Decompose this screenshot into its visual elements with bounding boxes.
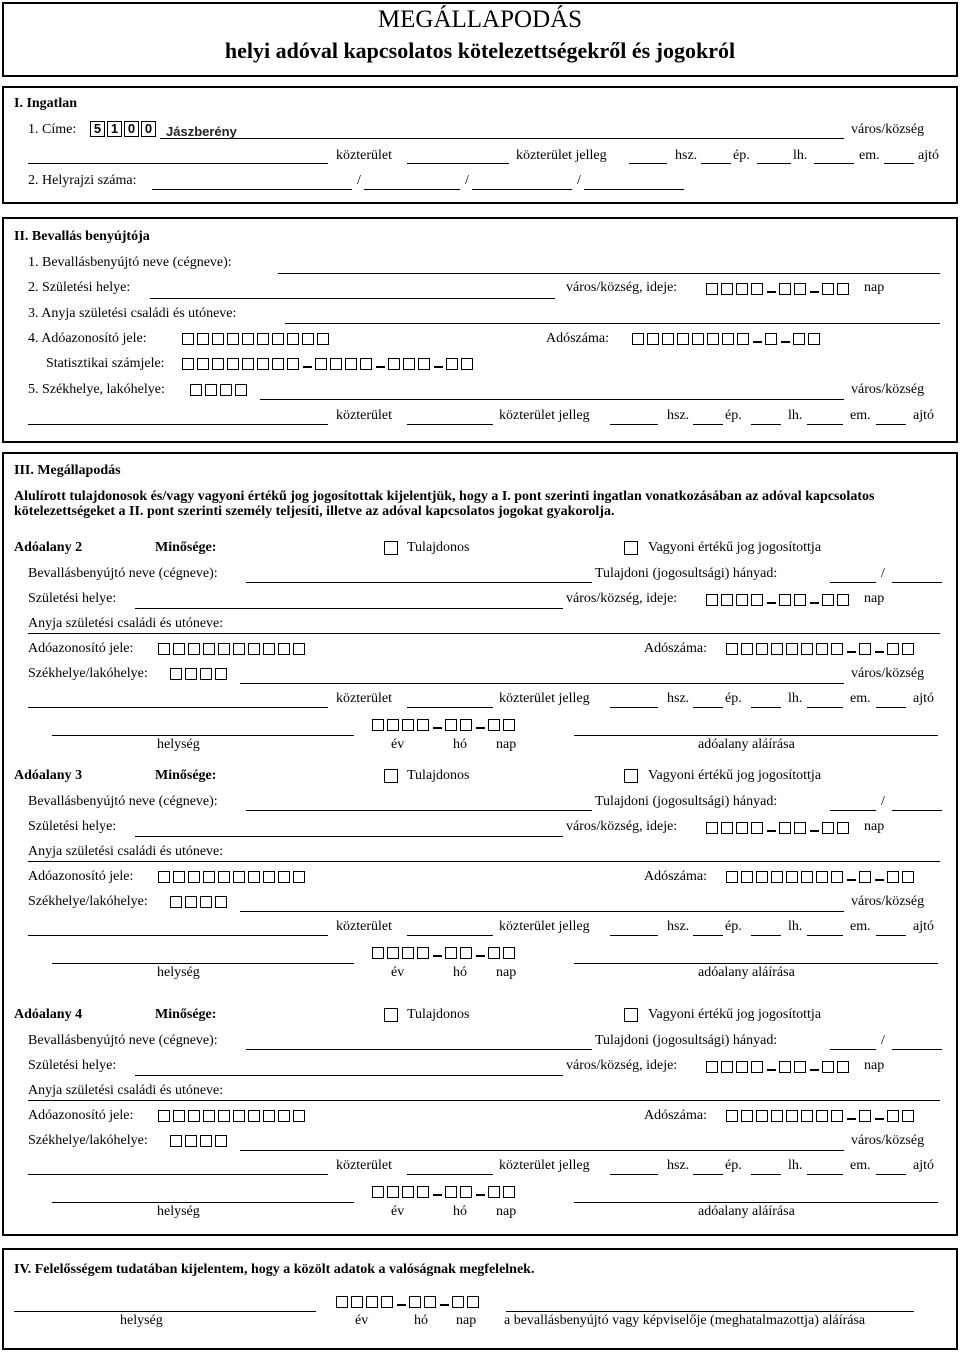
right-holder-checkbox[interactable] (624, 541, 638, 555)
section-1-heading: I. Ingatlan (14, 96, 78, 111)
sig-helyseg-input[interactable] (52, 1202, 354, 1203)
seat-label: Székhelye/lakóhelye: (28, 666, 148, 681)
taxno-label: Adószáma: (644, 641, 707, 656)
em-input[interactable] (876, 707, 906, 708)
sig-ho-label: hó (453, 965, 467, 980)
sig-date-boxes[interactable] (372, 945, 518, 959)
hrsz-input-1[interactable] (152, 189, 352, 190)
quality-label: Minősége: (155, 1007, 217, 1022)
seat-city-input[interactable] (240, 911, 844, 912)
share-label: Tulajdoni (jogosultsági) hányad: (595, 566, 778, 581)
postal-digit: 1 (107, 121, 122, 137)
agreement-paragraph: Alulírott tulajdonosok és/vagy vagyoni értékű jog jogosítottak kijelentjük, hogy a I. pont szerinti ingatlan vonatkozásában az adóval kapcsolatos kötelezettségeket a II. pont szerinti személy teljesíti, illetve az adóval kapcsolatos jogokat gyakorolja. (14, 489, 875, 519)
form-title: MEGÁLLAPODÁS (377, 6, 583, 33)
sig-date-boxes[interactable] (372, 1184, 518, 1198)
taxid-boxes[interactable] (158, 869, 308, 883)
birth-suffix: város/község, ideje: (566, 1058, 678, 1073)
owner-checkbox[interactable] (384, 769, 398, 783)
em-label: em. (850, 691, 871, 706)
s4-ho-label: hó (414, 1313, 428, 1328)
s2-ep-input[interactable] (751, 424, 781, 425)
lh-label: lh. (788, 919, 803, 934)
name-label: Bevallásbenyújtó neve (cégneve): (28, 566, 218, 581)
name-input[interactable] (246, 810, 592, 811)
ep-label: ép. (725, 691, 742, 706)
jelleg-input[interactable] (407, 935, 493, 936)
taxid-boxes[interactable] (158, 1108, 308, 1122)
nap-label: nap (864, 1058, 885, 1073)
seat-city-suffix: város/község (851, 894, 925, 909)
seat-city-input[interactable] (240, 1150, 844, 1151)
subject-title: Adóalany 4 (14, 1007, 83, 1022)
s2-birthplace-label: 2. Születési helye: (28, 280, 131, 295)
share-slash: / (881, 1033, 885, 1048)
kozterulet-label: közterület (336, 148, 392, 163)
ajto-label: ajtó (913, 691, 934, 706)
quality-label: Minősége: (155, 540, 217, 555)
ep-input[interactable] (751, 1174, 781, 1175)
s2-lh-label: lh. (788, 408, 803, 423)
jelleg-input[interactable] (407, 1174, 493, 1175)
mother-label: Anyja születési családi és utóneve: (28, 616, 224, 631)
s2-taxno-label: Adószáma: (546, 331, 609, 346)
mother-label: Anyja születési családi és utóneve: (28, 844, 224, 859)
sig-signature-input[interactable] (574, 1202, 938, 1203)
lh-input[interactable] (807, 935, 843, 936)
nap-label: nap (864, 591, 885, 606)
s2-birthplace-input[interactable] (150, 298, 555, 299)
s4-signature-label: a bevallásbenyújtó vagy képviselője (meghatalmazottja) aláírása (504, 1313, 866, 1328)
kozterulet-label: közterület (336, 691, 392, 706)
s2-ajto-label: ajtó (913, 408, 934, 423)
s2-birth-suffix: város/község, ideje: (566, 280, 678, 295)
ep-input[interactable] (751, 935, 781, 936)
birthplace-label: Születési helye: (28, 1058, 117, 1073)
sig-signature-input[interactable] (574, 963, 938, 964)
seat-city-input[interactable] (240, 683, 844, 684)
right-holder-label: Vagyoni értékű jog jogosítottja (648, 1007, 822, 1022)
right-holder-label: Vagyoni értékű jog jogosítottja (648, 768, 822, 783)
s2-seat-postal-boxes[interactable] (190, 382, 250, 396)
birthdate-boxes[interactable] (706, 592, 852, 606)
s2-stat-label: Statisztikai számjele: (46, 356, 165, 371)
s4-signature-input[interactable] (506, 1311, 914, 1312)
hrsz-input-3[interactable] (472, 189, 572, 190)
hsz-label: hsz. (667, 1158, 690, 1173)
seat-postal-boxes[interactable] (170, 894, 230, 908)
s4-date-boxes[interactable] (336, 1294, 482, 1308)
taxid-boxes[interactable] (158, 641, 308, 655)
hsz-pre-input[interactable] (610, 1174, 658, 1175)
jelleg-input[interactable] (407, 163, 509, 164)
hrsz-slash: / (577, 173, 581, 188)
s2-seat-city-suffix: város/község (851, 382, 925, 397)
s2-kozterulet-input[interactable] (28, 424, 328, 425)
sig-signature-label: adóalany aláírása (698, 965, 795, 980)
hrsz-input-2[interactable] (364, 189, 460, 190)
mother-input[interactable] (28, 861, 940, 862)
mother-input[interactable] (28, 633, 940, 634)
jelleg-label: közterület jelleg (499, 919, 590, 934)
section-2-heading: II. Bevallás benyújtója (14, 229, 150, 244)
em-input[interactable] (876, 935, 906, 936)
mother-label: Anyja születési családi és utóneve: (28, 1083, 224, 1098)
postal-digit: 0 (124, 121, 139, 137)
birth-suffix: város/község, ideje: (566, 819, 678, 834)
sig-helyseg-label: helység (157, 737, 200, 752)
s2-kozterulet-label: közterület (336, 408, 392, 423)
s2-em-input[interactable] (876, 424, 906, 425)
hrsz-label: 2. Helyrajzi száma: (28, 173, 137, 188)
ajto-label: ajtó (918, 148, 939, 163)
sig-ho-label: hó (453, 737, 467, 752)
lh-input[interactable] (807, 1174, 843, 1175)
s2-lh-input[interactable] (807, 424, 843, 425)
birthplace-label: Születési helye: (28, 819, 117, 834)
s2-mother-label: 3. Anyja születési családi és utóneve: (28, 306, 237, 321)
mother-input[interactable] (28, 1100, 940, 1101)
owner-label: Tulajdonos (407, 768, 470, 783)
s2-hsz-input[interactable] (693, 424, 723, 425)
lh-pre-input[interactable] (757, 163, 791, 164)
right-holder-label: Vagyoni értékű jog jogosítottja (648, 540, 822, 555)
taxid-label: Adóazonosító jele: (28, 641, 134, 656)
taxno-label: Adószáma: (644, 869, 707, 884)
sig-helyseg-label: helység (157, 965, 200, 980)
taxno-boxes[interactable] (726, 641, 917, 655)
sig-helyseg-input[interactable] (52, 963, 354, 964)
kozterulet-label: közterület (336, 919, 392, 934)
share-numerator-input[interactable] (830, 1049, 876, 1050)
sig-signature-label: adóalany aláírása (698, 1204, 795, 1219)
sig-ho-label: hó (453, 1204, 467, 1219)
s2-taxid-boxes[interactable] (182, 331, 332, 345)
s2-name-label: 1. Bevallásbenyújtó neve (cégneve): (28, 255, 232, 270)
s2-em-label: em. (850, 408, 871, 423)
ep-label: ép. (725, 1158, 742, 1173)
jelleg-label: közterület jelleg (499, 691, 590, 706)
hsz-input[interactable] (693, 707, 723, 708)
hrsz-slash: / (465, 173, 469, 188)
em-label: em. (850, 919, 871, 934)
share-numerator-input[interactable] (830, 810, 876, 811)
s2-birthdate-boxes[interactable] (706, 281, 852, 295)
em-label: em. (859, 148, 880, 163)
s2-hsz-pre-input[interactable] (610, 424, 658, 425)
lh-label: lh. (788, 1158, 803, 1173)
ep-label: ép. (733, 148, 750, 163)
hrsz-input-4[interactable] (584, 189, 684, 190)
kozterulet-label: közterület (336, 1158, 392, 1173)
section-4-heading: IV. Felelősségem tudatában kijelentem, hogy a közölt adatok a valóságnak megfelelnek. (14, 1262, 535, 1277)
owner-checkbox[interactable] (384, 541, 398, 555)
name-label: Bevallásbenyújtó neve (cégneve): (28, 1033, 218, 1048)
quality-label: Minősége: (155, 768, 217, 783)
postal-digit: 5 (90, 121, 105, 137)
ajto-label: ajtó (913, 1158, 934, 1173)
birthplace-input[interactable] (135, 1075, 563, 1076)
share-slash: / (881, 566, 885, 581)
s4-nap-label: nap (456, 1313, 477, 1328)
seat-label: Székhelye/lakóhelye: (28, 1133, 148, 1148)
hsz-label: hsz. (667, 919, 690, 934)
form-subtitle: helyi adóval kapcsolatos kötelezettségekről és jogokról (224, 38, 736, 63)
ep-input[interactable] (751, 707, 781, 708)
share-denominator-input[interactable] (892, 1049, 942, 1050)
taxno-label: Adószáma: (644, 1108, 707, 1123)
hsz-pre-input[interactable] (610, 707, 658, 708)
s2-mother-input[interactable] (285, 323, 940, 324)
birth-suffix: város/község, ideje: (566, 591, 678, 606)
seat-postal-boxes[interactable] (170, 666, 230, 680)
s2-taxno-boxes[interactable] (632, 331, 823, 345)
section-1-box (2, 86, 958, 204)
birthplace-input[interactable] (135, 836, 563, 837)
name-input[interactable] (246, 1049, 592, 1050)
city-value[interactable]: Jászberény (166, 124, 237, 139)
kozterulet-input[interactable] (28, 935, 328, 936)
subject-title: Adóalany 2 (14, 540, 83, 555)
ajto-pre-input[interactable] (884, 163, 914, 164)
section-3-heading: III. Megállapodás (14, 463, 121, 478)
sig-signature-label: adóalany aláírása (698, 737, 795, 752)
share-denominator-input[interactable] (892, 810, 942, 811)
share-numerator-input[interactable] (830, 582, 876, 583)
seat-city-suffix: város/község (851, 1133, 925, 1148)
address-label: 1. Címe: (28, 122, 77, 137)
share-label: Tulajdoni (jogosultsági) hányad: (595, 794, 778, 809)
city-suffix: város/község (851, 122, 925, 137)
jelleg-input[interactable] (407, 707, 493, 708)
hsz-pre-input[interactable] (629, 163, 667, 164)
sig-ev-label: év (391, 965, 405, 980)
postal-code-field[interactable] (90, 121, 158, 137)
hrsz-slash: / (357, 173, 361, 188)
taxno-boxes[interactable] (726, 869, 917, 883)
hsz-input[interactable] (693, 1174, 723, 1175)
birthplace-input[interactable] (135, 608, 563, 609)
jelleg-label: közterület jelleg (499, 1158, 590, 1173)
hsz-label: hsz. (667, 691, 690, 706)
owner-label: Tulajdonos (407, 540, 470, 555)
sig-helyseg-label: helység (157, 1204, 200, 1219)
s2-taxid-label: 4. Adóazonosító jele: (28, 331, 147, 346)
s4-helyseg-label: helység (120, 1313, 163, 1328)
sig-date-boxes[interactable] (372, 717, 518, 731)
taxid-label: Adóazonosító jele: (28, 1108, 134, 1123)
kozterulet-input[interactable] (28, 1174, 328, 1175)
lh-label: lh. (793, 148, 808, 163)
s4-helyseg-input[interactable] (14, 1311, 316, 1312)
sig-helyseg-input[interactable] (52, 735, 354, 736)
nap-label: nap (864, 819, 885, 834)
hsz-label: hsz. (675, 148, 698, 163)
lh-label: lh. (788, 691, 803, 706)
kozterulet-input[interactable] (28, 163, 328, 164)
birthplace-label: Születési helye: (28, 591, 117, 606)
section-2-box (2, 217, 958, 443)
lh-input[interactable] (807, 707, 843, 708)
sig-ev-label: év (391, 737, 405, 752)
s2-nap-label: nap (864, 280, 885, 295)
sig-nap-label: nap (496, 1204, 517, 1219)
owner-checkbox[interactable] (384, 1008, 398, 1022)
postal-digit: 0 (141, 121, 156, 137)
seat-postal-boxes[interactable] (170, 1133, 230, 1147)
s4-ev-label: év (355, 1313, 369, 1328)
share-denominator-input[interactable] (892, 582, 942, 583)
sig-nap-label: nap (496, 737, 517, 752)
hsz-pre-input[interactable] (610, 935, 658, 936)
city-line (160, 138, 844, 139)
sig-signature-input[interactable] (574, 735, 938, 736)
name-input[interactable] (246, 582, 592, 583)
ep-pre-input[interactable] (701, 163, 731, 164)
jelleg-label: közterület jelleg (516, 148, 607, 163)
seat-label: Székhelye/lakóhelye: (28, 894, 148, 909)
s2-jelleg-label: közterület jelleg (499, 408, 590, 423)
kozterulet-input[interactable] (28, 707, 328, 708)
sig-ev-label: év (391, 1204, 405, 1219)
seat-city-suffix: város/község (851, 666, 925, 681)
share-label: Tulajdoni (jogosultsági) hányad: (595, 1033, 778, 1048)
s2-hsz-label: hsz. (667, 408, 690, 423)
s2-seat-city-input[interactable] (260, 399, 844, 400)
hsz-input[interactable] (693, 935, 723, 936)
subject-title: Adóalany 3 (14, 768, 83, 783)
birthdate-boxes[interactable] (706, 820, 852, 834)
em-pre-input[interactable] (814, 163, 854, 164)
taxno-boxes[interactable] (726, 1108, 917, 1122)
birthdate-boxes[interactable] (706, 1059, 852, 1073)
s2-ep-label: ép. (725, 408, 742, 423)
s2-seat-label: 5. Székhelye, lakóhelye: (28, 382, 165, 397)
s2-jelleg-input[interactable] (407, 424, 493, 425)
em-label: em. (850, 1158, 871, 1173)
owner-label: Tulajdonos (407, 1007, 470, 1022)
ep-label: ép. (725, 919, 742, 934)
name-label: Bevallásbenyújtó neve (cégneve): (28, 794, 218, 809)
taxid-label: Adóazonosító jele: (28, 869, 134, 884)
em-input[interactable] (876, 1174, 906, 1175)
share-slash: / (881, 794, 885, 809)
ajto-label: ajtó (913, 919, 934, 934)
s2-name-input[interactable] (278, 273, 940, 274)
s2-stat-boxes[interactable] (182, 356, 476, 370)
right-holder-checkbox[interactable] (624, 769, 638, 783)
right-holder-checkbox[interactable] (624, 1008, 638, 1022)
sig-nap-label: nap (496, 965, 517, 980)
